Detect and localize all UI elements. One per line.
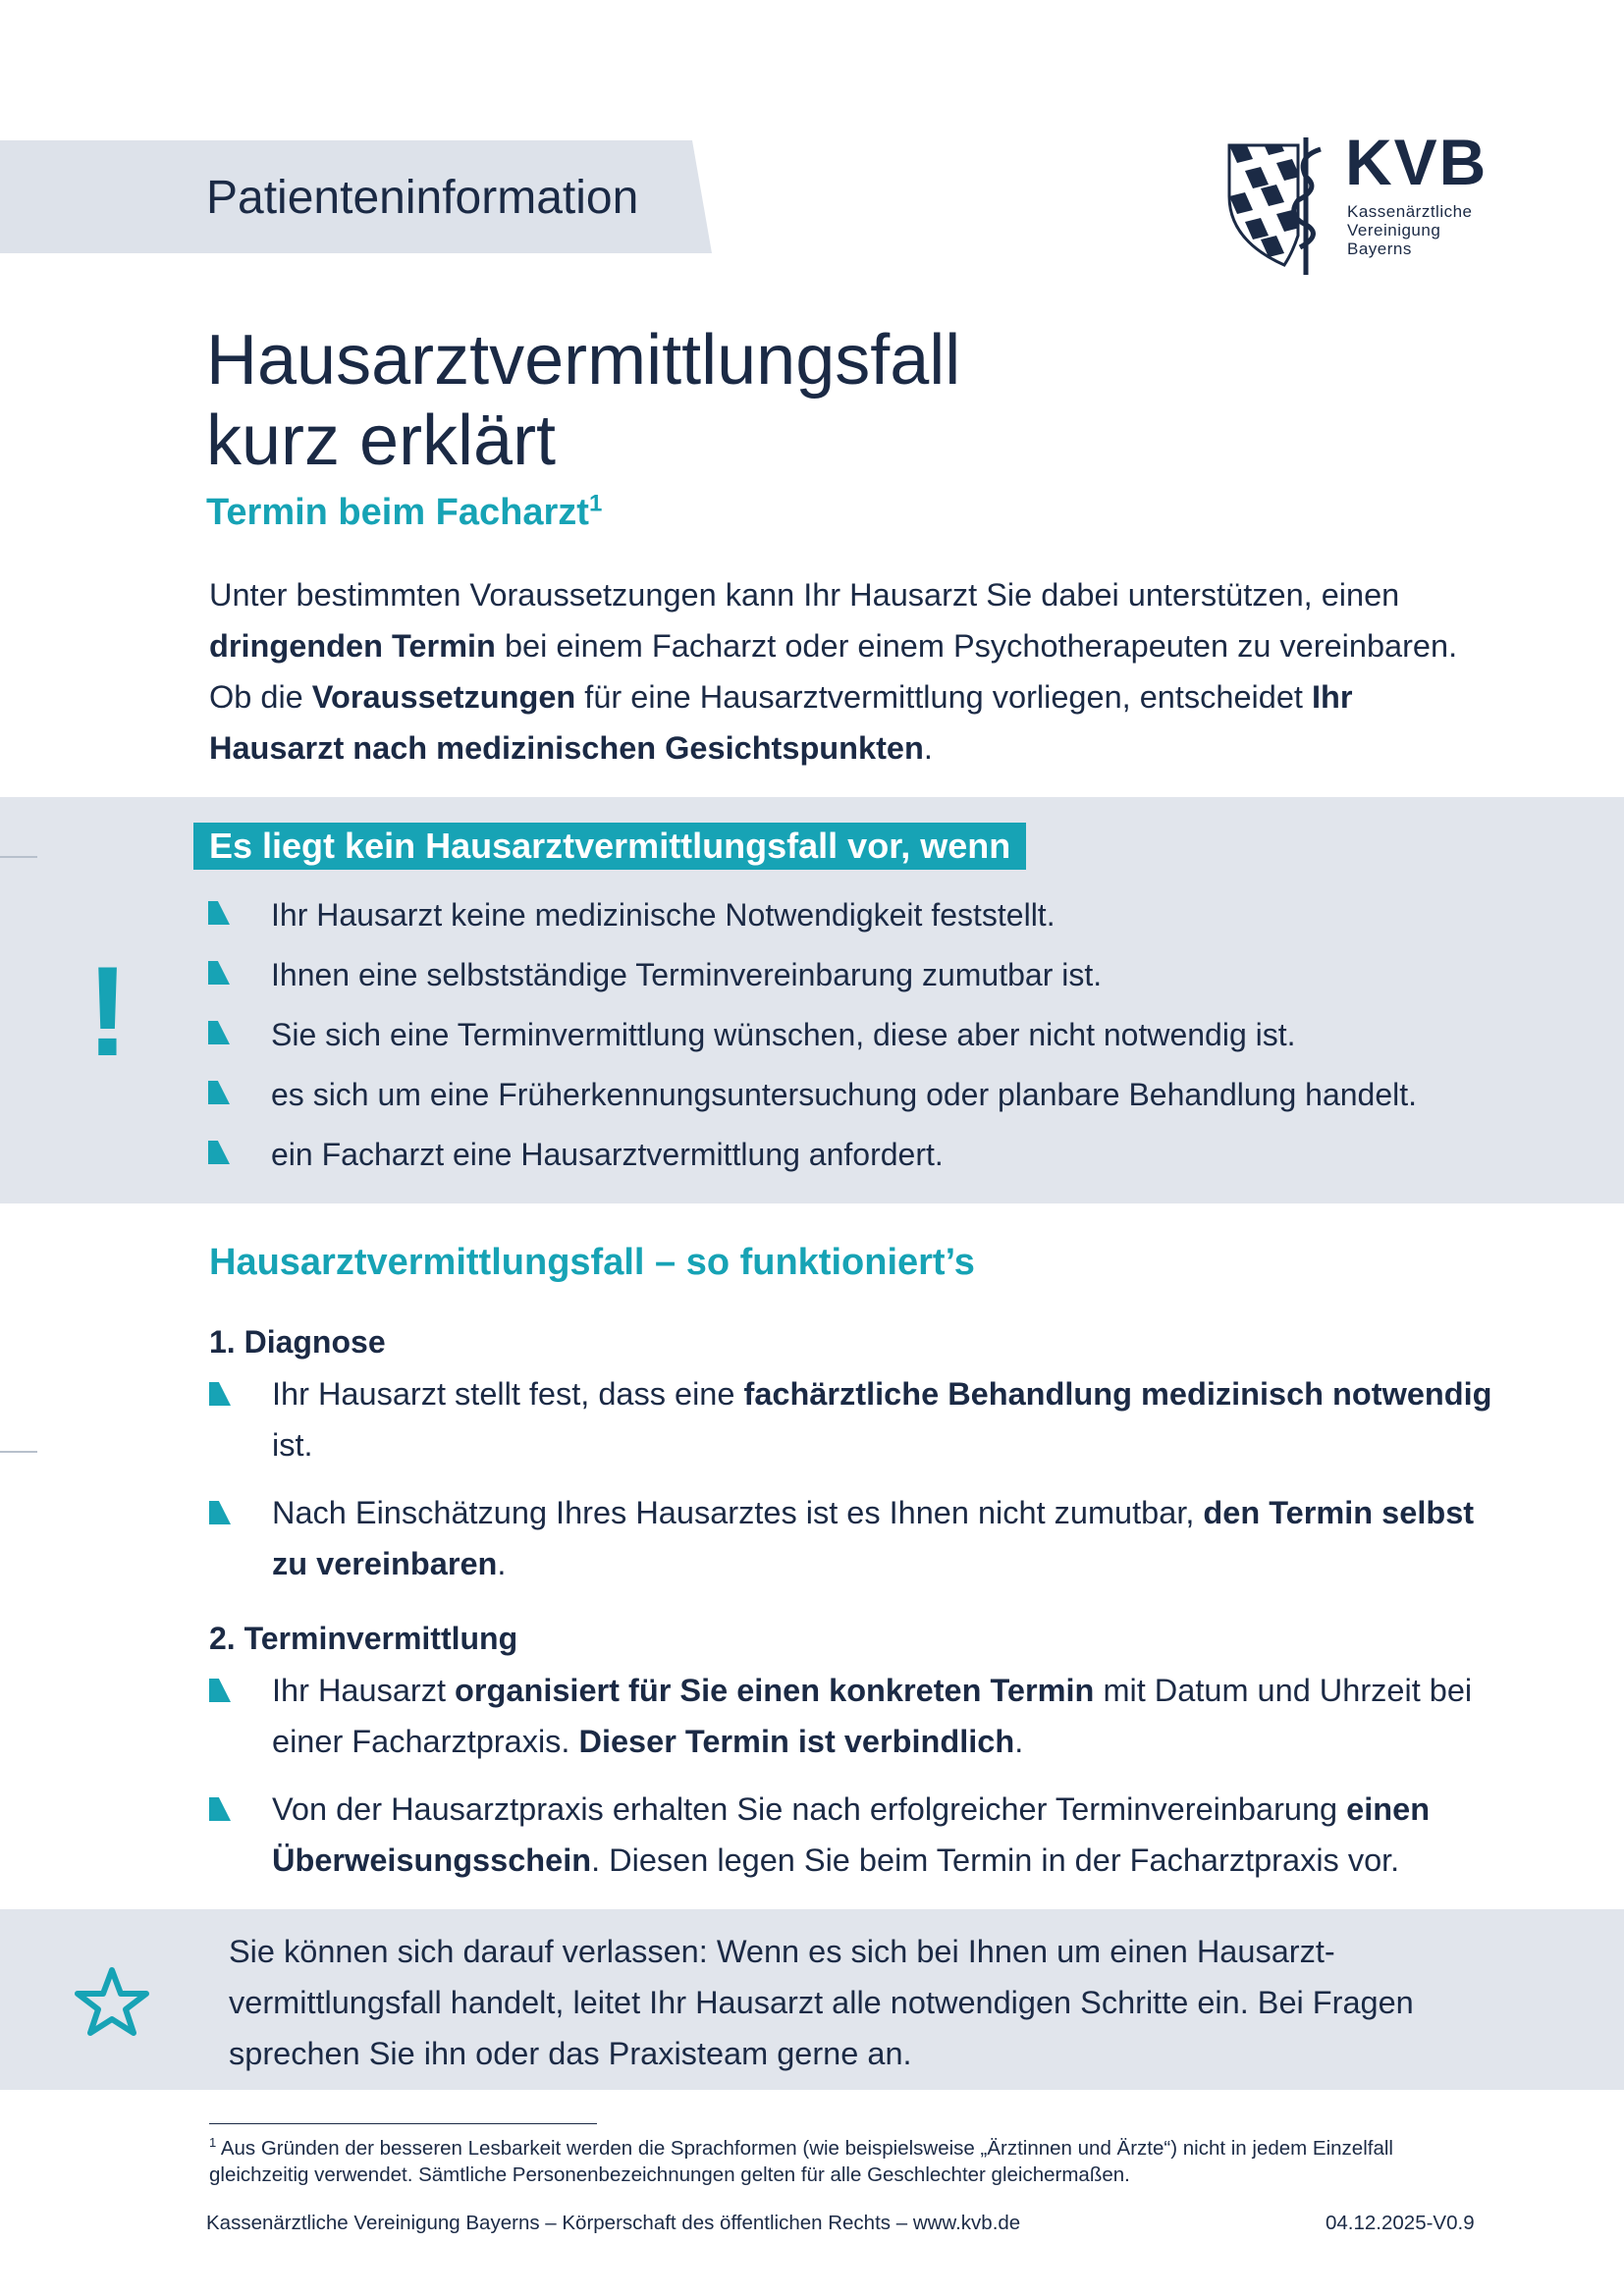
bullet-icon xyxy=(208,961,230,985)
page-title: Hausarztvermittlungsfall kurz erklärt xyxy=(206,321,961,480)
step-2-title: 2. Terminvermittlung xyxy=(209,1621,518,1656)
footnote-marker: 1 xyxy=(209,2135,217,2151)
step-1-title: 1. Diagnose xyxy=(209,1324,386,1360)
list-item: Ihr Hausarzt keine medizinische Notwendigkeit feststellt. xyxy=(208,893,1485,953)
bullet-icon xyxy=(208,1021,230,1044)
note-text: Sie können sich darauf verlassen: Wenn es sich bei Ihnen um einen Hausarzt-vermittlungsfall handelt, leitet Ihr Hausarzt alle notwendigen Schritte ein. Bei Fragen sprechen Sie ihn oder das Praxisteam gerne an. xyxy=(229,1934,1414,2071)
exclamation-icon: ! xyxy=(86,939,130,1083)
list-item: Ihnen eine selbstständige Terminvereinbarung zumutbar ist. xyxy=(208,953,1485,1013)
list-item: ein Facharzt eine Hausarztvermittlung anfordert. xyxy=(208,1133,1485,1193)
list-item: Von der Hausarztpraxis erhalten Sie nach erfolgreicher Terminvereinbarung einen Überweisungsschein. Diesen legen Sie beim Termin in der Facharztpraxis vor. xyxy=(209,1784,1505,1886)
bullet-icon xyxy=(209,1382,231,1406)
fold-mark xyxy=(0,856,37,858)
star-icon xyxy=(75,1966,149,2037)
fold-mark xyxy=(0,1451,37,1453)
bullet-icon xyxy=(209,1679,231,1702)
list-item: es sich um eine Früherkennungsuntersuchung oder planbare Behandlung handelt. xyxy=(208,1073,1485,1133)
logo-wordmark: KVB xyxy=(1345,126,1489,198)
step-2-list xyxy=(209,1665,1505,1902)
list-item: Nach Einschätzung Ihres Hausarztes ist es Ihnen nicht zumutbar, den Termin selbst zu vereinbaren. xyxy=(209,1487,1505,1589)
footnote: $^1$ Aus Gründen der besseren Lesbarkeit werden die Sprachformen (wie beispielsweise „Ärztinnen und Ärzte“) nicht in jedem Einzelfall gleichzeitig verwendet. Sämtliche Personenbezeichnungen gelten für alle Geschlechter gleichermaßen. xyxy=(209,2135,1393,2186)
list-item: Sie sich eine Terminvermittlung wünschen, diese aber nicht notwendig ist. xyxy=(208,1013,1485,1073)
step-1-list xyxy=(209,1368,1505,1606)
no-case-list xyxy=(208,893,1485,1193)
bullet-icon xyxy=(209,1501,231,1524)
bullet-icon xyxy=(208,901,230,925)
bullet-icon xyxy=(208,1141,230,1164)
no-case-heading: Es liegt kein Hausarztvermittlungsfall vor, wenn xyxy=(193,823,1026,870)
intro-paragraph: Unter bestimmten Voraussetzungen kann Ihr Hausarzt Sie dabei unterstützen, einen dringenden Termin bei einem Facharzt oder einem Psychotherapeuten zu vereinbaren. Ob die Voraussetzungen für eine Hausarztvermittlung vorliegen, entscheidet Ihr Hausarzt nach medizinischen Gesichtspunkten. xyxy=(209,577,1458,766)
logo-subtitle: Kassenärztliche Vereinigung Bayerns xyxy=(1347,202,1473,258)
bullet-icon xyxy=(209,1797,231,1821)
footer-version: 04.12.2025-V0.9 xyxy=(1326,2212,1475,2234)
page-subtitle: Termin beim Facharzt$^1$ xyxy=(206,490,603,533)
footnote-divider xyxy=(209,2123,597,2124)
document-type-label: Patienteninformation xyxy=(206,172,639,224)
how-it-works-heading: Hausarztvermittlungsfall – so funktioniert’s xyxy=(209,1242,975,1283)
list-item: Ihr Hausarzt stellt fest, dass eine fachärztliche Behandlung medizinisch notwendig ist. xyxy=(209,1368,1505,1470)
bullet-icon xyxy=(208,1081,230,1104)
footer-publisher: Kassenärztliche Vereinigung Bayerns – Körperschaft des öffentlichen Rechts – www.kvb.de xyxy=(206,2212,1021,2234)
footnote-marker: 1 xyxy=(588,490,603,517)
list-item: Ihr Hausarzt organisiert für Sie einen konkreten Termin mit Datum und Uhrzeit bei einer Facharztpraxis. Dieser Termin ist verbindlich. xyxy=(209,1665,1505,1767)
